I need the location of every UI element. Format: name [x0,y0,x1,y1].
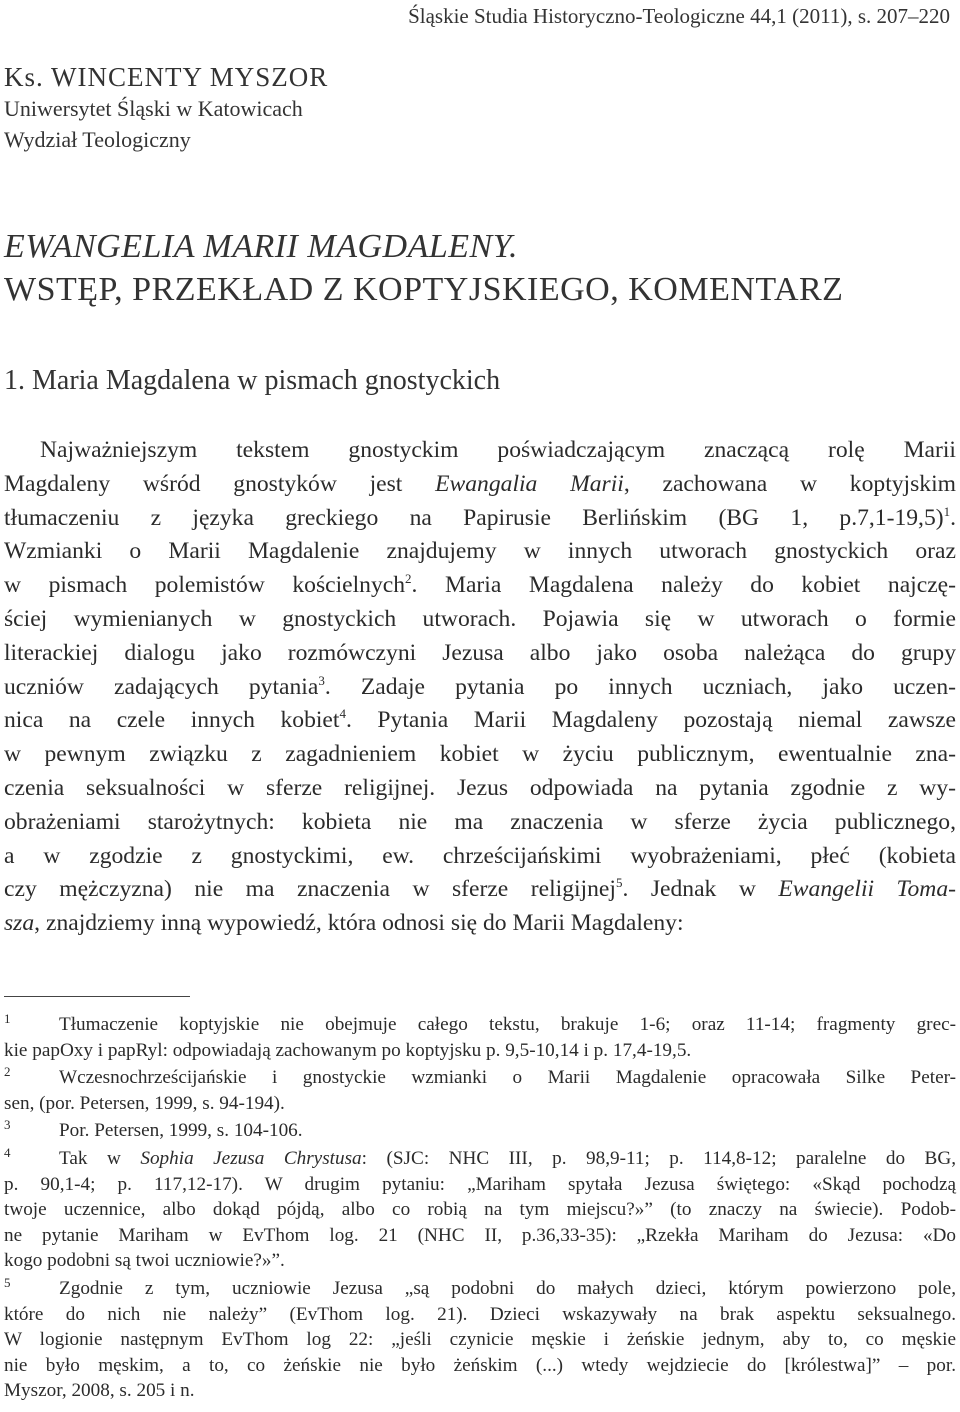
body-line: obrażeniami starożytnych: kobieta nie ma znaczenia w sferze życia publicznego, [4,808,956,835]
footnote-separator [4,996,190,997]
body-line: uczniów zadających pytania$^3$. Zadaje pytania po innych uczniach, jako uczen- [4,672,956,700]
body-line: sza, znajdziemy inną wypowiedź, która odnosi się do Marii Magdaleny: [4,910,684,937]
body-line: czenia seksualności w sferze religijnej. Jezus odpowiada na pytania zgodnie z wy- [4,774,956,801]
body-line: w pewnym związku z zagadnieniem kobiet w życiu publicznym, ewentualnie zna- [4,741,956,768]
footnote-ref[interactable]: 1 [943,503,951,519]
body-line: Wzmianki o Marii Magdalenie znajdujemy w innych utworach gnostyckich oraz [4,538,956,565]
body-line: ściej wymienianych w gnostyckich utworach. Pojawia się w utworach o formie [4,605,956,632]
body-line: nica na czele innych kobiet$^4$. Pytania Marii Magdaleny pozostają niemal zawsze [4,706,956,734]
author-block [4,62,328,155]
footnote-number: 2 [4,1064,11,1080]
footnote-ref[interactable]: 4 [339,706,346,722]
footnote-2: $^2$ Wczesnochrześcijańskie i gnostyckie wzmianki o Marii Magdalenie opracowała Silke Peter- sen, (por. Petersen, 1999, s. 94-194). [4,1064,956,1114]
body-line: Najważniejszym tekstem gnostyckim poświadczającym znaczącą rolę Marii [40,437,956,463]
body-line: tłumaczeniu z języka greckiego na Papirusie Berlińskim (BG 1, p.7,1-19,5)$^1$. [4,503,956,531]
footnote-number: 1 [4,1011,11,1026]
body-line: a w zgodzie z gnostyckimi, ew. chrześcijańskimi wyobrażeniami, płeć (kobieta [4,842,956,869]
footnotes [4,1012,956,1406]
author-university: Uniwersytet Śląski w Katowicach [4,96,303,121]
title-line-2: WSTĘP, PRZEKŁAD Z KOPTYJSKIEGO, KOMENTARZ [4,271,844,308]
footnote-number: 5 [4,1274,11,1290]
section-heading: 1. Maria Magdalena w pismach gnostyckich [4,365,501,396]
footnote-1: $^1$ Tłumaczenie koptyjskie nie obejmuje całego tekstu, brakuje 1-6; oraz 11-14; fragmenty grec- kie papOxy i papRyl: odpowiadają zachowanym po koptyjsku p. 9,5-10,14 i p. 17,4-19,5. [4,1011,956,1061]
body-line: Magdaleny wśród gnostyków jest Ewangalia Marii, zachowana w koptyjskim [4,470,956,497]
author-name: Ks. WINCENTY MYSZOR [4,62,329,92]
footnote-3: $^3$ Por. Petersen, 1999, s. 104-106. [4,1118,956,1144]
footnote-number: 3 [4,1117,11,1133]
footnote-4: $^4$ Tak w Sophia Jezusa Chrystusa: (SJC: NHC III, p. 98,9-11; p. 114,8-12; paralelne do BG, p. 90,1-4; p. 117,12-17). W drugim pytaniu: „Mariham spytała Jezusa świętego: «Skąd pochodzą twoje uczennice, albo dokąd pójdą, albo co robią na tym miejscu?»” (to znaczy na świecie). Podob- ne pytanie Mariham w EvThom log. 21 (NHC II, p.36,33-35): „Rzekła Mariham do Jezusa: «Do kogo podobni są twoi uczniowie?»”. [4,1144,956,1272]
article-title [4,225,843,311]
body-line: czy mężczyzna) nie ma znaczenia w sferze religijnej$^5$. Jednak w Ewangelii Toma- [4,875,956,903]
footnote-number: 4 [4,1144,11,1160]
body-paragraph [4,434,956,941]
body-line: literackiej dialogu jako rozmówczyni Jezusa albo jako osoba należąca do grupy [4,639,956,666]
footnote-ref[interactable]: 2 [405,571,412,587]
footnote-ref[interactable]: 5 [615,875,623,891]
footnote-ref[interactable]: 3 [318,672,325,688]
journal-citation: Śląskie Studia Historyczno-Teologiczne 44,1 (2011), s. 207–220 [408,4,950,28]
author-faculty: Wydział Teologiczny [4,127,191,152]
title-line-1: EWANGELIA MARII MAGDALENY. [4,228,518,265]
body-line: w pismach polemistów kościelnych$^2$. Maria Magdalena należy do kobiet najczę- [4,571,956,599]
footnote-5: $^5$ Zgodnie z tym, uczniowie Jezusa „są podobni do małych dzieci, którym powierzono pole, które do nich nie należy” (EvThom log. 21). Dzieci wskazywały na brak aspektu seksualnego. W logionie następnym EvThom log 22: „jeśli czynicie męskie i żeńskie jednym, aby to, co męskie nie było męskim, a to, co żeńskie nie było żeńskim (...) wtedy wejdziecie do [królestwa]” – por. Myszor, 2008, s. 205 i n. [4,1274,956,1402]
